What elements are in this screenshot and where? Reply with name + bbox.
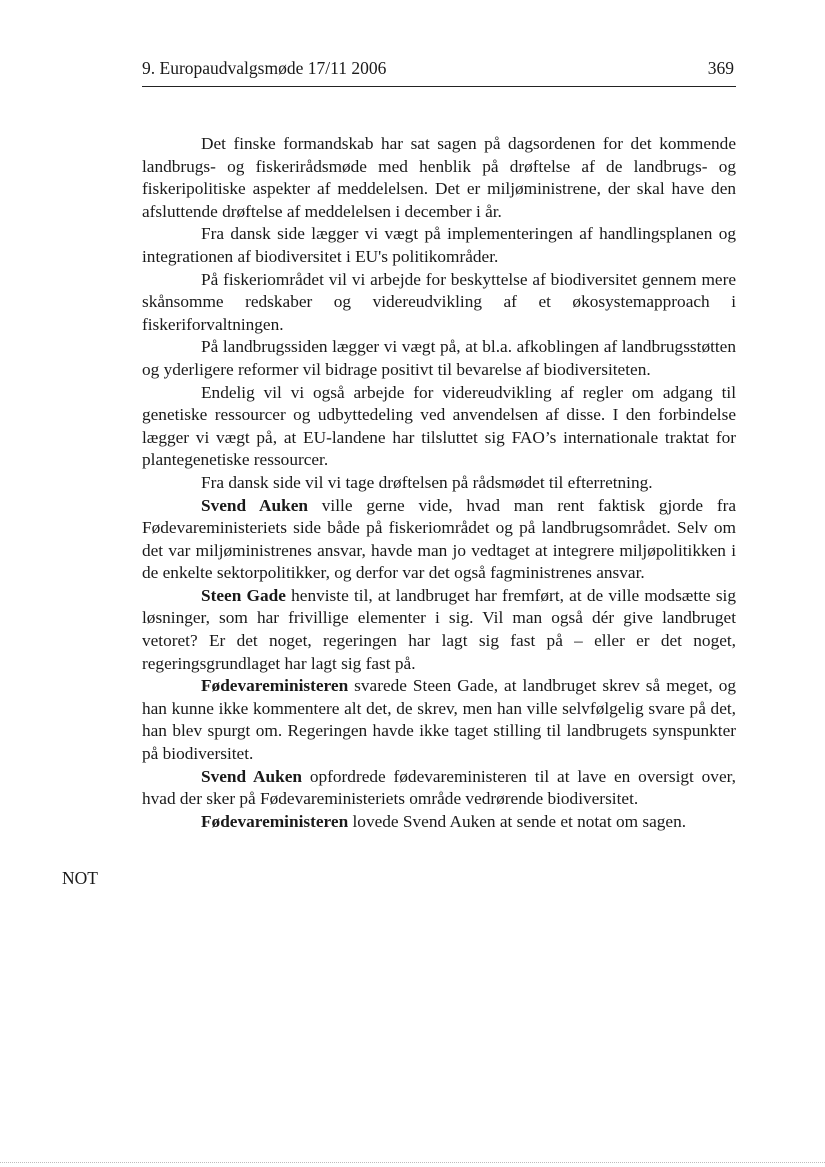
paragraph-text: Fra dansk side lægger vi vægt på implementeringen af handlingsplanen og integrationen af biodiversitet i EU's politikområder. <box>142 224 736 266</box>
paragraph <box>142 811 736 834</box>
margin-note: NOT <box>62 868 98 888</box>
speaker-name: Steen Gade <box>201 585 286 605</box>
document-body <box>142 133 736 833</box>
page-bottom-edge <box>0 1162 825 1163</box>
paragraph <box>142 495 736 585</box>
paragraph-text: ville gerne vide, hvad man rent faktisk gjorde fra Fødevareministeriets side både på fiskeriområdet og på landbrugsområdet. Selv om det var miljøministrenes ansvar, havde man jo vedtaget at integrere miljøpolitikken i de enkelte sektorpolitikker, og derfor var det også fagministrenes ansvar. <box>142 495 736 583</box>
paragraph-text: svarede Steen Gade, at landbruget skrev så meget, og han kunne ikke kommentere alt det, de skrev, men han ville selvfølgelig svare på det, han blev spurgt om. Regeringen havde ikke taget stilling til landbrugets synspunkter på biodiversitet. <box>142 676 736 764</box>
paragraph <box>142 336 736 381</box>
paragraph-text: På landbrugssiden lægger vi vægt på, at bl.a. afkoblingen af landbrugsstøtten og yderligere reformer vil bidrage positivt til bevarelse af biodiversiteten. <box>142 337 736 379</box>
paragraph-text: Fra dansk side vil vi tage drøftelsen på rådsmødet til efterretning. <box>201 472 653 492</box>
paragraph-text: lovede Svend Auken at sende et notat om sagen. <box>348 811 687 831</box>
paragraph <box>142 585 736 675</box>
speaker-name: Fødevareministeren <box>201 676 349 696</box>
paragraph-text: På fiskeriområdet vil vi arbejde for beskyttelse af biodiversitet gennem mere skånsomme redskaber og videreudvikling af et økosystemapproach i fiskeriforvaltningen. <box>142 269 736 334</box>
speaker-name: Svend Auken <box>201 495 308 515</box>
paragraph <box>142 766 736 811</box>
paragraph-text: opfordrede fødevareministeren til at lave en oversigt over, hvad der sker på Fødevareministeriets område vedrørende biodiversitet. <box>142 766 736 809</box>
paragraph <box>142 382 736 472</box>
paragraph-text: henviste til, at landbruget har fremført, at de ville modsætte sig løsninger, som har frivillige elementer i sig. Vil man også dér give landbruget vetoret? Er det noget, regeringen har lagt sig fast på – eller er det noget, regeringsgrundlaget har lagt sig fast på. <box>142 585 736 673</box>
header-title: 9. Europaudvalgsmøde 17/11 2006 <box>142 58 387 78</box>
page-header <box>142 56 736 87</box>
speaker-name: Svend Auken <box>201 766 303 786</box>
paragraph <box>142 472 736 495</box>
paragraph <box>142 269 736 337</box>
paragraph <box>142 675 736 765</box>
paragraph <box>142 223 736 268</box>
paragraph-text: Endelig vil vi også arbejde for videreudvikling af regler om adgang til genetiske ressourcer og udbyttedeling ved anvendelsen af disse. I den forbindelse lægger vi vægt på, at EU-landene har tilsluttet sig FAO’s internationale traktat for plantegenetiske ressourcer. <box>142 382 736 470</box>
page-number: 369 <box>707 58 734 78</box>
speaker-name: Fødevareministeren <box>201 811 349 831</box>
paragraph-text: Det finske formandskab har sat sagen på dagsordenen for det kommende landbrugs- og fiskerirådsmøde med henblik på drøftelse af de landbrugs- og fiskeripolitiske aspekter af meddelelsen. Det er miljøministrene, der skal have den afsluttende drøftelse af meddelelsen i december i år. <box>142 134 736 221</box>
paragraph <box>142 133 736 223</box>
